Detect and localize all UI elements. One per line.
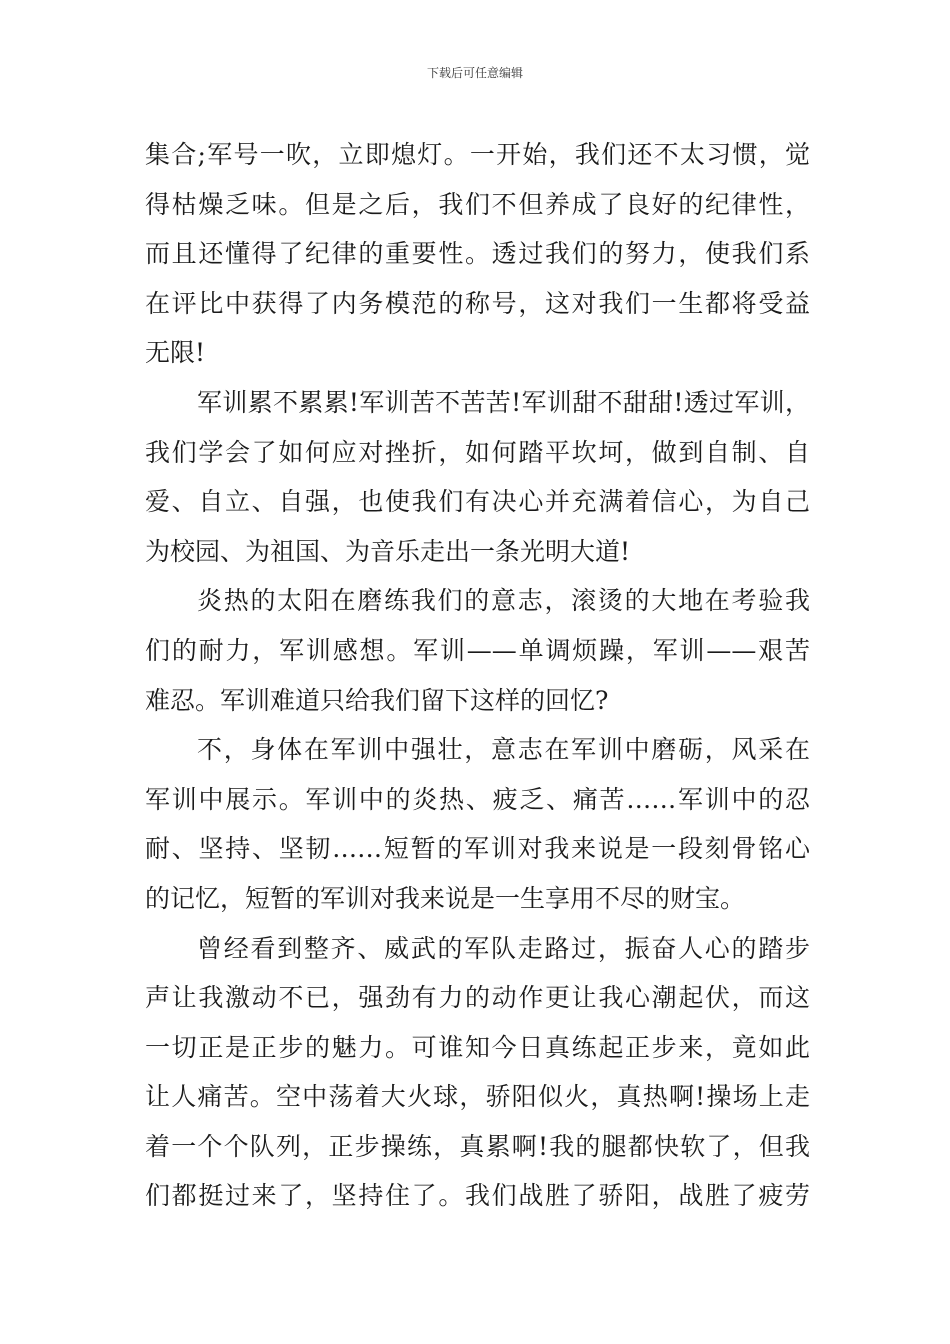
text-line: 军训中展示。军训中的炎热、疲乏、痛苦……军训中的忍 bbox=[145, 784, 810, 814]
text-line: 难忍。军训难道只给我们留下这样的回忆? bbox=[145, 685, 609, 715]
text-line: 不，身体在军训中强壮，意志在军训中磨砺，风采在 bbox=[197, 735, 810, 765]
document-body bbox=[145, 130, 810, 1221]
text-line: 为校园、为祖国、为音乐走出一条光明大道! bbox=[145, 536, 631, 566]
text-line: 而且还懂得了纪律的重要性。透过我们的努力，使我们系 bbox=[145, 239, 810, 269]
text-line: 军训累不累累!军训苦不苦苦!军训甜不甜甜!透过军训， bbox=[197, 387, 810, 417]
text-line: 我们学会了如何应对挫折，如何踏平坎坷，做到自制、自 bbox=[145, 437, 810, 467]
text-line: 让人痛苦。空中荡着大火球，骄阳似火，真热啊!操场上走 bbox=[145, 1082, 810, 1112]
page-header: 下载后可任意编辑 bbox=[426, 66, 523, 80]
text-line: 声让我激动不已，强劲有力的动作更让我心潮起伏，而这 bbox=[145, 983, 810, 1013]
text-line: 集合;军号一吹，立即熄灯。一开始，我们还不太习惯，觉 bbox=[145, 140, 810, 169]
text-line: 在评比中获得了内务模范的称号，这对我们一生都将受益 bbox=[145, 288, 810, 318]
text-line: 得枯燥乏味。但是之后，我们不但养成了良好的纪律性， bbox=[145, 189, 810, 219]
text-line: 无限! bbox=[145, 338, 206, 368]
text-line: 一切正是正步的魅力。可谁知今日真练起正步来，竟如此 bbox=[145, 1032, 810, 1062]
text-line: 们的耐力，军训感想。军训——单调烦躁，军训——艰苦 bbox=[145, 635, 810, 665]
text-line: 曾经看到整齐、威武的军队走路过，振奋人心的踏步 bbox=[197, 933, 810, 963]
text-line: 耐、坚持、坚韧……短暂的军训对我来说是一段刻骨铭心 bbox=[145, 834, 810, 864]
text-line: 们都挺过来了，坚持住了。我们战胜了骄阳，战胜了疲劳 bbox=[145, 1181, 810, 1211]
text-line: 炎热的太阳在磨练我们的意志，滚烫的大地在考验我 bbox=[197, 586, 810, 616]
text-line: 的记忆，短暂的军训对我来说是一生享用不尽的财宝。 bbox=[145, 883, 746, 913]
text-line: 着一个个队列，正步操练，真累啊!我的腿都快软了，但我 bbox=[145, 1131, 810, 1161]
text-line: 爱、自立、自强，也使我们有决心并充满着信心，为自己 bbox=[145, 487, 810, 517]
